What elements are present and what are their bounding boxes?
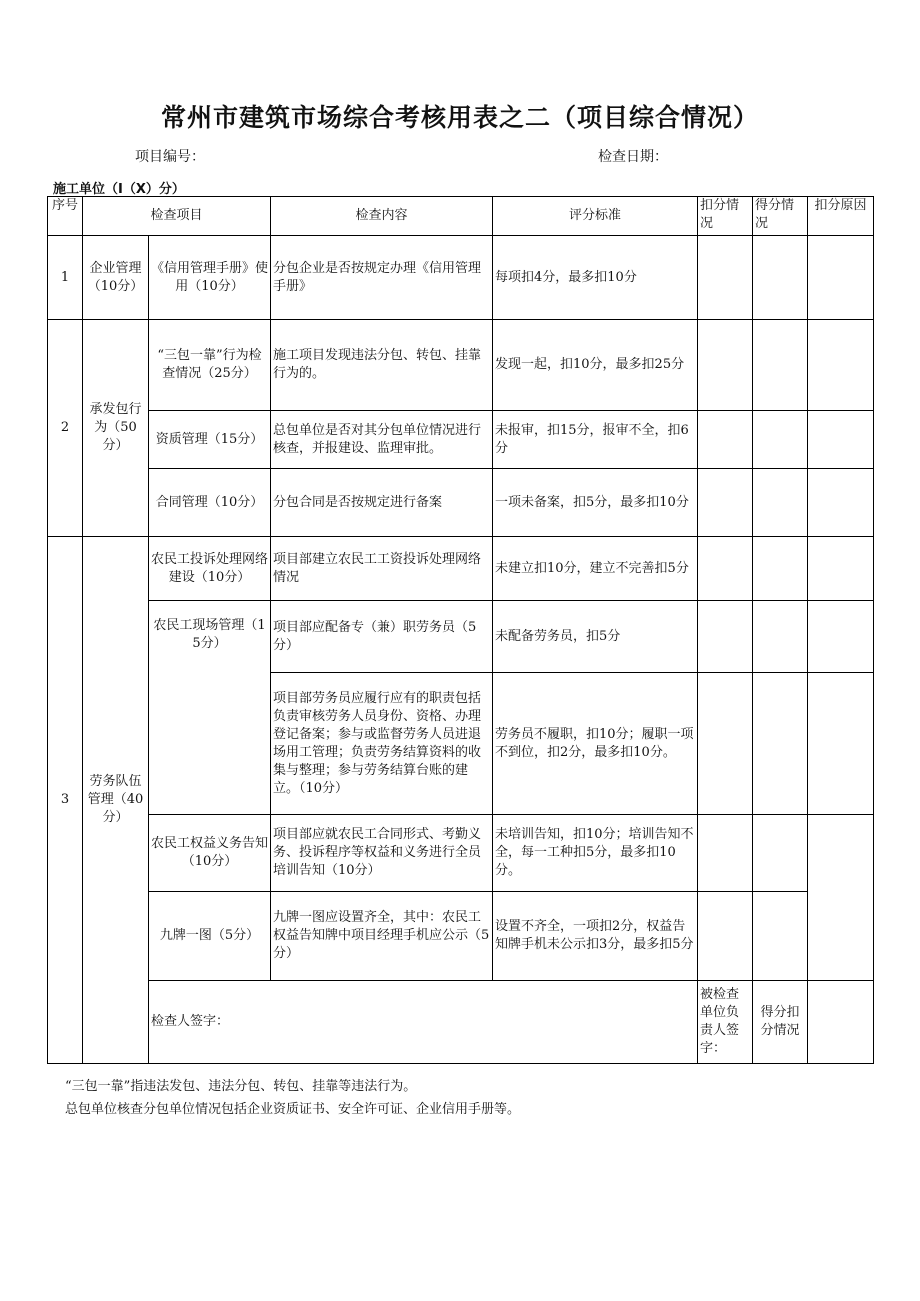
- deduct-cell: [698, 815, 753, 892]
- deduct-cell: [698, 411, 753, 469]
- score-cell: [753, 236, 808, 320]
- content-cell: 项目部建立农民工工资投诉处理网络情况: [271, 537, 493, 601]
- reason-cell: [808, 815, 874, 981]
- table-row: [48, 236, 874, 320]
- signature-row: [48, 981, 874, 1064]
- reason-cell: [808, 673, 874, 815]
- item-cell: 农民工权益义务告知（10分）: [149, 815, 271, 892]
- content-cell: 总包单位是否对其分包单位情况进行核查，并报建设、监理审批。: [271, 411, 493, 469]
- score-cell: [753, 537, 808, 601]
- construction-unit-label: 施工单位（I（X）分）: [53, 182, 185, 197]
- header-reason: 扣分原因: [808, 197, 874, 236]
- deduct-cell: [698, 601, 753, 673]
- seq-cell: 1: [48, 236, 83, 320]
- category-cell: 劳务队伍管理（40分）: [83, 537, 149, 1064]
- score-cell: [753, 815, 808, 892]
- score-cell: [753, 892, 808, 981]
- inspector-signature-label: 检查人签字：: [149, 981, 698, 1064]
- project-number-label: 项目编号：: [135, 149, 205, 165]
- reason-cell: [808, 320, 874, 411]
- deduct-cell: [808, 981, 874, 1064]
- page-title: 常州市建筑市场综合考核用表之二（项目综合情况）: [160, 103, 759, 132]
- table-row: [48, 892, 874, 981]
- standard-cell: 每项扣4分，最多扣10分: [493, 236, 698, 320]
- header-row: [48, 197, 874, 236]
- inspection-table: [47, 196, 874, 1064]
- content-cell: 项目部劳务员应履行应有的职责包括负责审核劳务人员身份、资格、办理登记备案；参与或监督劳务人员进退场用工管理；负责劳务结算资料的收集与整理；参与劳务结算台账的建立。（10分）: [271, 673, 493, 815]
- table-row: [48, 815, 874, 892]
- content-cell: 分包企业是否按规定办理《信用管理手册》: [271, 236, 493, 320]
- header-score: 得分情况: [753, 197, 808, 236]
- content-cell: 九牌一图应设置齐全，其中：农民工权益告知牌中项目经理手机应公示（5分）: [271, 892, 493, 981]
- table-row: [48, 411, 874, 469]
- standard-cell: 发现一起，扣10分，最多扣25分: [493, 320, 698, 411]
- item-cell: 农民工投诉处理网络建设（10分）: [149, 537, 271, 601]
- footnote-1: “三包一靠”指违法发包、违法分包、转包、挂靠等违法行为。: [65, 1079, 417, 1094]
- standard-cell: 未配备劳务员，扣5分: [493, 601, 698, 673]
- category-cell: 企业管理（10分）: [83, 236, 149, 320]
- inspected-signature-label: 被检查单位负责人签字：: [698, 981, 753, 1064]
- check-date-label: 检查日期：: [598, 149, 668, 165]
- table-row: [48, 320, 874, 411]
- item-cell: 《信用管理手册》使用（10分）: [149, 236, 271, 320]
- deduct-cell: [698, 236, 753, 320]
- table-row: [48, 601, 874, 673]
- seq-cell: 3: [48, 537, 83, 1064]
- score-cell: [753, 601, 808, 673]
- item-cell: “三包一靠”行为检查情况（25分）: [149, 320, 271, 411]
- content-cell: 分包合同是否按规定进行备案: [271, 469, 493, 537]
- item-cell: 九牌一图（5分）: [149, 892, 271, 981]
- deduct-cell: [698, 673, 753, 815]
- item-cell: 资质管理（15分）: [149, 411, 271, 469]
- content-cell: 项目部应就农民工合同形式、考勤义务、投诉程序等权益和义务进行全员培训告知（10分）: [271, 815, 493, 892]
- score-cell: [753, 469, 808, 537]
- reason-cell: [808, 469, 874, 537]
- deduct-cell: [698, 892, 753, 981]
- header-content: 检查内容: [271, 197, 493, 236]
- reason-cell: [808, 411, 874, 469]
- score-cell: [753, 673, 808, 815]
- standard-cell: 未报审，扣15分，报审不全，扣6分: [493, 411, 698, 469]
- score-summary-label: 得分扣分情况: [753, 981, 808, 1064]
- item-cell: 农民工现场管理（15分）: [149, 601, 271, 815]
- standard-cell: 未建立扣10分，建立不完善扣5分: [493, 537, 698, 601]
- header-standard: 评分标准: [493, 197, 698, 236]
- standard-cell: 未培训告知，扣10分；培训告知不全，每一工种扣5分，最多扣10分。: [493, 815, 698, 892]
- standard-cell: 一项未备案，扣5分，最多扣10分: [493, 469, 698, 537]
- deduct-cell: [698, 469, 753, 537]
- seq-cell: 2: [48, 320, 83, 537]
- item-cell: 合同管理（10分）: [149, 469, 271, 537]
- reason-cell: [808, 236, 874, 320]
- reason-cell: [808, 601, 874, 673]
- deduct-cell: [698, 320, 753, 411]
- reason-cell: [808, 537, 874, 601]
- header-item: 检查项目: [83, 197, 271, 236]
- content-cell: 施工项目发现违法分包、转包、挂靠行为的。: [271, 320, 493, 411]
- standard-cell: 设置不齐全，一项扣2分，权益告知牌手机未公示扣3分，最多扣5分: [493, 892, 698, 981]
- category-cell: 承发包行为（50分）: [83, 320, 149, 537]
- standard-cell: 劳务员不履职，扣10分；履职一项不到位，扣2分，最多扣10分。: [493, 673, 698, 815]
- table-row: [48, 537, 874, 601]
- table-row: [48, 469, 874, 537]
- footnote-2: 总包单位核查分包单位情况包括企业资质证书、安全许可证、企业信用手册等。: [65, 1102, 521, 1117]
- header-seq: 序号: [48, 197, 83, 236]
- content-cell: 项目部应配备专（兼）职劳务员（5分）: [271, 601, 493, 673]
- header-deduct: 扣分情况: [698, 197, 753, 236]
- score-cell: [753, 320, 808, 411]
- deduct-cell: [698, 537, 753, 601]
- score-cell: [753, 411, 808, 469]
